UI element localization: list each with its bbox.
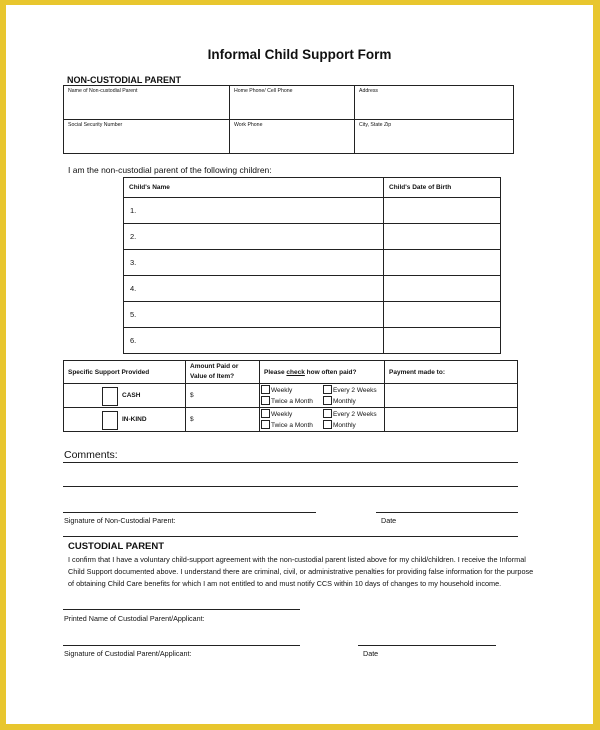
address-field-label: Address — [359, 88, 379, 94]
child-name-cell[interactable]: 2. — [124, 224, 384, 250]
custodial-signature-label: Signature of Custodial Parent/Applicant: — [64, 649, 192, 658]
children-intro: I am the non-custodial parent of the following children: — [68, 165, 272, 175]
children-table — [123, 177, 501, 354]
comments-label: Comments: — [64, 449, 118, 461]
cash-payment-cell[interactable] — [385, 384, 518, 408]
inkind-type-cell — [64, 408, 186, 432]
frequency-header-pre: Please — [264, 368, 287, 376]
city-field-label: City, State Zip — [359, 122, 392, 128]
weekly-checkbox[interactable] — [261, 409, 270, 418]
custodial-heading: CUSTODIAL PARENT — [68, 541, 165, 552]
child-dob-cell[interactable] — [384, 224, 501, 250]
inkind-checkbox[interactable] — [102, 411, 118, 430]
child-row[interactable] — [124, 276, 501, 302]
child-dob-cell[interactable] — [384, 302, 501, 328]
monthly-checkbox[interactable] — [323, 396, 332, 405]
twice-label: Twice a Month — [271, 397, 313, 405]
amount-header-line1: Amount Paid or — [190, 363, 239, 370]
weekly-label: Weekly — [271, 386, 293, 394]
child-name-cell[interactable]: 4. — [124, 276, 384, 302]
phone-field-label: Home Phone/ Cell Phone — [234, 88, 293, 94]
child-row[interactable] — [124, 328, 501, 354]
name-field-label: Name of Non-custodial Parent — [68, 88, 138, 94]
payment-header: Payment made to: — [385, 361, 518, 384]
work-phone-field[interactable] — [230, 120, 355, 154]
child-name-cell[interactable]: 6. — [124, 328, 384, 354]
cash-row — [64, 384, 518, 408]
noncustodial-date-label: Date — [381, 516, 397, 525]
custodial-signature-line[interactable] — [63, 645, 300, 646]
frequency-header-post: how often paid? — [304, 368, 357, 376]
every2-checkbox[interactable] — [323, 409, 332, 418]
cash-frequency-cell — [260, 384, 385, 408]
every2-label: Every 2 Weeks — [333, 386, 377, 394]
inkind-frequency-cell — [260, 408, 385, 432]
child-name-cell[interactable]: 1. — [124, 198, 384, 224]
child-dob-header: Child's Date of Birth — [384, 178, 501, 198]
frequency-header-check: check — [286, 368, 305, 376]
weekly-label: Weekly — [271, 410, 293, 418]
printed-name-line[interactable] — [63, 609, 300, 610]
ssn-field[interactable] — [64, 120, 230, 154]
inkind-label: IN-KIND — [122, 416, 147, 423]
every2-checkbox[interactable] — [323, 385, 332, 394]
noncustodial-date-line[interactable] — [376, 512, 518, 513]
support-table — [63, 360, 518, 432]
address-field[interactable] — [355, 86, 514, 120]
child-dob-cell[interactable] — [384, 250, 501, 276]
amount-header-line2: Value of Item? — [190, 373, 235, 380]
child-row[interactable] — [124, 302, 501, 328]
child-dob-cell[interactable] — [384, 276, 501, 302]
monthly-checkbox[interactable] — [323, 420, 332, 429]
twice-label: Twice a Month — [271, 421, 313, 429]
custodial-date-label: Date — [363, 649, 379, 658]
noncustodial-heading: NON-CUSTODIAL PARENT — [67, 75, 182, 85]
inkind-amount-cell[interactable]: $ — [186, 408, 260, 432]
noncustodial-signature-label: Signature of Non-Custodial Parent: — [64, 516, 176, 525]
monthly-label: Monthly — [333, 397, 356, 405]
comments-line-1[interactable] — [63, 462, 518, 463]
specific-support-header: Specific Support Provided — [64, 361, 186, 384]
name-field[interactable] — [64, 86, 230, 120]
noncustodial-signature-line[interactable] — [63, 512, 316, 513]
noncustodial-table — [63, 85, 514, 154]
custodial-divider — [63, 536, 518, 537]
form-title: Informal Child Support Form — [207, 47, 392, 62]
child-name-header: Child's Name — [124, 178, 384, 198]
custodial-statement-line3: of obtaining Child Care benefits for which I am not entitled to and must notify CCS within 10 days of changes to my household income. — [68, 579, 502, 588]
child-dob-cell[interactable] — [384, 328, 501, 354]
custodial-statement — [68, 554, 538, 590]
city-field[interactable] — [355, 120, 514, 154]
custodial-statement-line1: I confirm that I have a voluntary child-support agreement with the non-custodial parent listed above for my child/children. I receive the Informal — [68, 555, 526, 564]
comments-line-2[interactable] — [63, 486, 518, 487]
amount-header — [186, 361, 260, 384]
phone-field[interactable] — [230, 86, 355, 120]
cash-type-cell — [64, 384, 186, 408]
frequency-header — [260, 361, 385, 384]
printed-name-label: Printed Name of Custodial Parent/Applicant: — [64, 614, 205, 623]
weekly-checkbox[interactable] — [261, 385, 270, 394]
cash-amount-cell[interactable]: $ — [186, 384, 260, 408]
form-page — [6, 5, 593, 724]
ssn-field-label: Social Security Number — [68, 122, 123, 128]
every2-label: Every 2 Weeks — [333, 410, 377, 418]
child-row[interactable] — [124, 198, 501, 224]
custodial-date-line[interactable] — [358, 645, 496, 646]
inkind-row — [64, 408, 518, 432]
twice-checkbox[interactable] — [261, 396, 270, 405]
inkind-payment-cell[interactable] — [385, 408, 518, 432]
cash-label: CASH — [122, 392, 141, 399]
custodial-statement-line2: Child Support documented above. I understand there are criminal, civil, or administrative penalties for providing false information for the purpose — [68, 567, 534, 576]
child-name-cell[interactable]: 3. — [124, 250, 384, 276]
child-row[interactable] — [124, 250, 501, 276]
monthly-label: Monthly — [333, 421, 356, 429]
work-phone-field-label: Work Phone — [234, 122, 263, 128]
cash-checkbox[interactable] — [102, 387, 118, 406]
child-dob-cell[interactable] — [384, 198, 501, 224]
child-name-cell[interactable]: 5. — [124, 302, 384, 328]
child-row[interactable] — [124, 224, 501, 250]
twice-checkbox[interactable] — [261, 420, 270, 429]
